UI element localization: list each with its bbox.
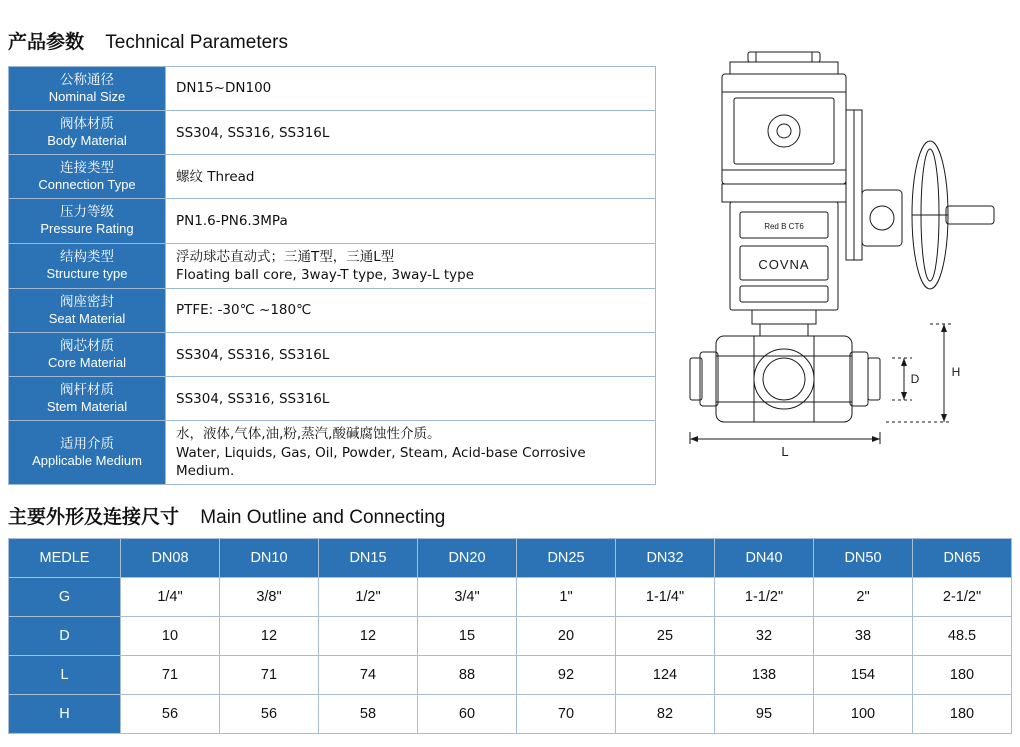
row-value	[166, 67, 656, 111]
table-cell: 56	[121, 695, 220, 734]
heading-english: Main Outline and Connecting	[200, 507, 446, 528]
table-row	[9, 578, 1012, 617]
row-label-en: Core Material	[47, 354, 127, 370]
table-row	[9, 67, 656, 111]
technical-parameters-heading	[8, 27, 288, 54]
row-value-line1: SS304, SS316, SS316L	[176, 390, 330, 407]
row-value	[166, 243, 656, 288]
table-row	[9, 288, 656, 332]
row-label	[9, 288, 166, 332]
row-label-cn: 阀杆材质	[60, 382, 114, 399]
row-value-line1: 浮动球芯直动式；三通T型，三通L型	[176, 248, 395, 265]
row-value	[166, 199, 656, 243]
row-label-en: Seat Material	[48, 310, 126, 326]
row-header: D	[9, 617, 121, 656]
table-cell: 180	[913, 656, 1012, 695]
row-value	[166, 288, 656, 332]
table-row	[9, 155, 656, 199]
row-value-line1: SS304, SS316, SS316L	[176, 346, 330, 363]
table-cell: 3/4"	[418, 578, 517, 617]
table-cell: 12	[220, 617, 319, 656]
column-header: DN65	[913, 539, 1012, 578]
table-cell: 74	[319, 656, 418, 695]
table-cell: 71	[121, 656, 220, 695]
table-cell: 12	[319, 617, 418, 656]
table-cell: 1/4"	[121, 578, 220, 617]
column-header: DN15	[319, 539, 418, 578]
table-cell: 154	[814, 656, 913, 695]
table-cell: 56	[220, 695, 319, 734]
row-value	[166, 333, 656, 377]
row-value-line2: Floating ball core, 3way-T type, 3way-L type	[176, 266, 475, 283]
row-label-en: Connection Type	[38, 177, 136, 193]
row-header: L	[9, 656, 121, 695]
table-row	[9, 199, 656, 243]
dimension-label-d: D	[910, 372, 920, 386]
heading-english: Technical Parameters	[105, 32, 288, 53]
table-cell: 48.5	[913, 617, 1012, 656]
row-label-en: Applicable Medium	[32, 452, 142, 468]
column-header: DN08	[121, 539, 220, 578]
table-cell: 60	[418, 695, 517, 734]
table-cell: 95	[715, 695, 814, 734]
column-header: MEDLE	[9, 539, 121, 578]
table-cell: 124	[616, 656, 715, 695]
table-cell: 1/2"	[319, 578, 418, 617]
row-value-line1: SS304, SS316, SS316L	[176, 124, 330, 141]
table-cell: 25	[616, 617, 715, 656]
row-label-cn: 阀体材质	[60, 116, 114, 133]
row-label-en: Structure type	[46, 266, 128, 282]
row-value-line1: PTFE: -30℃ ~180℃	[176, 302, 312, 319]
row-label	[9, 199, 166, 243]
row-value	[166, 111, 656, 155]
table-cell: 88	[418, 656, 517, 695]
table-row	[9, 333, 656, 377]
table-cell: 71	[220, 656, 319, 695]
row-label	[9, 421, 166, 485]
table-cell: 1-1/2"	[715, 578, 814, 617]
row-value	[166, 421, 656, 485]
table-header-row	[9, 539, 1012, 578]
table-cell: 15	[418, 617, 517, 656]
row-value-line1: 螺纹 Thread	[176, 168, 255, 185]
product-drawing	[660, 40, 1012, 470]
row-label	[9, 111, 166, 155]
dimension-label-l: L	[781, 444, 789, 459]
row-label-en: Nominal Size	[48, 88, 126, 104]
row-value	[166, 155, 656, 199]
row-label-cn: 结构类型	[60, 249, 114, 266]
column-header: DN32	[616, 539, 715, 578]
row-value-line1: 水，液体,气体,油,粉,蒸汽,酸碱腐蚀性介质。	[176, 426, 441, 443]
table-row	[9, 695, 1012, 734]
table-row	[9, 111, 656, 155]
table-cell: 3/8"	[220, 578, 319, 617]
table-cell: 92	[517, 656, 616, 695]
dimension-label-h: H	[951, 365, 961, 379]
table-cell: 70	[517, 695, 616, 734]
row-label	[9, 333, 166, 377]
column-header: DN40	[715, 539, 814, 578]
explosion-proof-badge-label: Red B CT6	[764, 222, 804, 231]
row-label-cn: 压力等级	[60, 204, 114, 221]
row-value-line2: Water, Liquids, Gas, Oil, Powder, Steam, Acid-base Corrosive Medium.	[176, 444, 586, 479]
row-label-en: Body Material	[47, 133, 127, 148]
table-cell: 20	[517, 617, 616, 656]
column-header: DN20	[418, 539, 517, 578]
row-value-line1: PN1.6-PN6.3MPa	[176, 212, 288, 229]
table-row	[9, 617, 1012, 656]
row-header: H	[9, 695, 121, 734]
table-row	[9, 421, 656, 485]
row-label-cn: 适用介质	[60, 436, 114, 453]
table-cell: 1"	[517, 578, 616, 617]
row-label	[9, 155, 166, 199]
brand-logo-label: COVNA	[758, 257, 810, 272]
table-row	[9, 243, 656, 288]
table-row	[9, 656, 1012, 695]
dimension-table	[8, 538, 1012, 734]
row-label-cn: 阀芯材质	[60, 338, 114, 355]
table-cell: 138	[715, 656, 814, 695]
row-value	[166, 377, 656, 421]
outline-dimensions-heading	[8, 502, 445, 529]
table-cell: 58	[319, 695, 418, 734]
row-label	[9, 377, 166, 421]
row-label-cn: 公称通径	[60, 72, 114, 88]
table-row	[9, 377, 656, 421]
table-cell: 100	[814, 695, 913, 734]
table-cell: 2"	[814, 578, 913, 617]
row-label-cn: 连接类型	[60, 160, 114, 177]
row-header: G	[9, 578, 121, 617]
table-cell: 10	[121, 617, 220, 656]
table-cell: 32	[715, 617, 814, 656]
table-cell: 1-1/4"	[616, 578, 715, 617]
table-cell: 38	[814, 617, 913, 656]
row-label-cn: 阀座密封	[60, 293, 114, 310]
row-label-en: Stem Material	[46, 399, 128, 415]
row-label	[9, 243, 166, 288]
column-header: DN10	[220, 539, 319, 578]
column-header: DN50	[814, 539, 913, 578]
row-label	[9, 67, 166, 111]
table-cell: 82	[616, 695, 715, 734]
heading-chinese: 主要外形及连接尺寸	[8, 506, 180, 528]
technical-parameters-table	[8, 66, 656, 485]
row-value-line1: DN15~DN100	[176, 80, 272, 97]
row-label-en: Pressure Rating	[40, 221, 134, 237]
table-cell: 2-1/2"	[913, 578, 1012, 617]
column-header: DN25	[517, 539, 616, 578]
table-cell: 180	[913, 695, 1012, 734]
heading-chinese: 产品参数	[8, 31, 85, 53]
